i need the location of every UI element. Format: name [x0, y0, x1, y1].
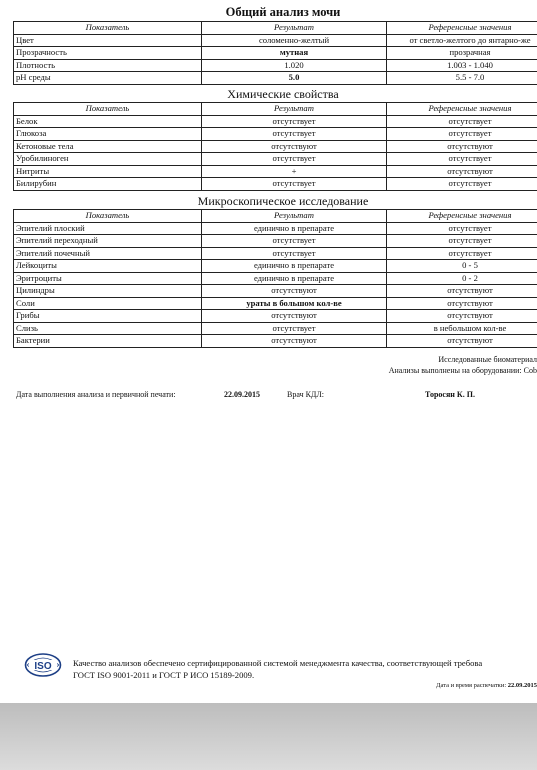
result-cell: 1.020 [202, 59, 387, 72]
table-row [14, 297, 537, 310]
table-row [14, 310, 537, 323]
table-row [14, 235, 537, 248]
table-header-row [14, 22, 537, 35]
reference-cell: отсутствует [387, 153, 537, 166]
reference-cell: в небольшом кол-ве [387, 322, 537, 335]
table-row [14, 178, 537, 191]
table-header-row [14, 210, 537, 223]
indicator-cell: Уробилиноген [14, 153, 202, 166]
chemical-section-title: Химические свойства [227, 87, 339, 101]
reference-cell: отсутствует [387, 222, 537, 235]
result-cell: отсутствует [202, 153, 387, 166]
result-cell: единично в препарате [202, 222, 387, 235]
result-cell: + [202, 165, 387, 178]
table-row [14, 247, 537, 260]
table-row [14, 115, 537, 128]
indicator-cell: Прозрачность [14, 47, 202, 60]
result-cell: отсутствует [202, 178, 387, 191]
quality-line-1: Качество анализов обеспечено сертифицированной системой менеджмента качества, соответствующей требова [73, 658, 483, 668]
result-cell: отсутствует [202, 322, 387, 335]
reference-cell: отсутствуют [387, 285, 537, 298]
reference-cell: 0 - 5 [387, 260, 537, 273]
indicator-cell: Эпителий переходный [14, 235, 202, 248]
result-cell: отсутствует [202, 115, 387, 128]
analysis-date-label: Дата выполнения анализа и первичной печати: [16, 390, 176, 399]
report-title: Общий анализ мочи [225, 5, 341, 19]
print-date-value: 22.09.2015 [507, 682, 537, 689]
indicator-cell: Бактерии [14, 335, 202, 348]
biomaterial-note: Исследованные биоматериал [438, 355, 537, 364]
doctor-name: Торосян К. П. [425, 390, 475, 399]
chemical-rows [14, 115, 537, 190]
header-indicator: Показатель [14, 210, 202, 223]
reference-cell: отсутствует [387, 235, 537, 248]
reference-cell: 1.003 - 1.040 [387, 59, 537, 72]
indicator-cell: Кетоновые тела [14, 140, 202, 153]
result-cell: отсутствует [202, 235, 387, 248]
indicator-cell: Грибы [14, 310, 202, 323]
indicator-cell: Цилиндры [14, 285, 202, 298]
iso-logo-text: ISO [34, 661, 52, 672]
header-indicator: Показатель [14, 103, 202, 116]
result-cell: отсутствует [202, 247, 387, 260]
result-cell: отсутствуют [202, 140, 387, 153]
table-row [14, 59, 537, 72]
indicator-cell: Белок [14, 115, 202, 128]
analysis-date: 22.09.2015 [224, 390, 260, 399]
result-cell: соломенно-желтый [202, 34, 387, 47]
micro-table [13, 209, 537, 348]
reference-cell: отсутствуют [387, 335, 537, 348]
reference-cell: отсутствует [387, 115, 537, 128]
iso-logo-icon [24, 653, 62, 677]
result-cell: мутная [202, 47, 387, 60]
table-header-row [14, 103, 537, 116]
indicator-cell: pH среды [14, 72, 202, 85]
table-row [14, 222, 537, 235]
header-reference: Референсные значения [387, 22, 537, 35]
reference-cell: отсутствует [387, 247, 537, 260]
general-table [13, 21, 537, 85]
indicator-cell: Эпителий плоский [14, 222, 202, 235]
result-cell: отсутствуют [202, 335, 387, 348]
table-row [14, 140, 537, 153]
micro-rows [14, 222, 537, 347]
result-cell: 5.0 [202, 72, 387, 85]
header-result: Результат [202, 22, 387, 35]
table-row [14, 128, 537, 141]
table-row [14, 34, 537, 47]
reference-cell: прозрачная [387, 47, 537, 60]
reference-cell: 0 - 2 [387, 272, 537, 285]
header-result: Результат [202, 103, 387, 116]
indicator-cell: Плотность [14, 59, 202, 72]
indicator-cell: Эритроциты [14, 272, 202, 285]
reference-cell: отсутствуют [387, 310, 537, 323]
chemical-table [13, 102, 537, 191]
table-row [14, 153, 537, 166]
reference-cell: отсутствует [387, 128, 537, 141]
table-row [14, 285, 537, 298]
result-cell: ураты в большом кол-ве [202, 297, 387, 310]
print-date-label: Дата и время распечатки: [436, 682, 507, 689]
reference-cell: 5.5 - 7.0 [387, 72, 537, 85]
indicator-cell: Соли [14, 297, 202, 310]
table-row [14, 72, 537, 85]
result-cell: отсутствует [202, 128, 387, 141]
table-row [14, 322, 537, 335]
reference-cell: от светло-желтого до янтарно-же [387, 34, 537, 47]
indicator-cell: Лейкоциты [14, 260, 202, 273]
indicator-cell: Билирубин [14, 178, 202, 191]
result-cell: отсутствуют [202, 285, 387, 298]
reference-cell: отсутствуют [387, 140, 537, 153]
indicator-cell: Эпителий почечный [14, 247, 202, 260]
reference-cell: отсутствует [387, 178, 537, 191]
result-cell: единично в препарате [202, 260, 387, 273]
result-cell: отсутствуют [202, 310, 387, 323]
reference-cell: отсутствуют [387, 165, 537, 178]
indicator-cell: Цвет [14, 34, 202, 47]
quality-line-2: ГОСТ ISO 9001-2011 и ГОСТ Р ИСО 15189-2009. [73, 670, 255, 680]
equipment-note: Анализы выполнены на оборудовании: Cob [388, 366, 537, 375]
reference-cell: отсутствуют [387, 297, 537, 310]
header-indicator: Показатель [14, 22, 202, 35]
result-cell: единично в препарате [202, 272, 387, 285]
indicator-cell: Глюкоза [14, 128, 202, 141]
table-row [14, 47, 537, 60]
background-below-sheet [0, 703, 537, 770]
indicator-cell: Слизь [14, 322, 202, 335]
table-row [14, 165, 537, 178]
header-result: Результат [202, 210, 387, 223]
table-row [14, 335, 537, 348]
table-row [14, 272, 537, 285]
table-row [14, 260, 537, 273]
header-reference: Референсные значения [387, 210, 537, 223]
print-date [436, 682, 537, 689]
header-reference: Референсные значения [387, 103, 537, 116]
quality-statement [73, 657, 482, 681]
doctor-label: Врач КДЛ: [287, 390, 325, 399]
micro-section-title: Микроскопическое исследование [197, 194, 369, 208]
indicator-cell: Нитриты [14, 165, 202, 178]
general-rows [14, 34, 537, 84]
